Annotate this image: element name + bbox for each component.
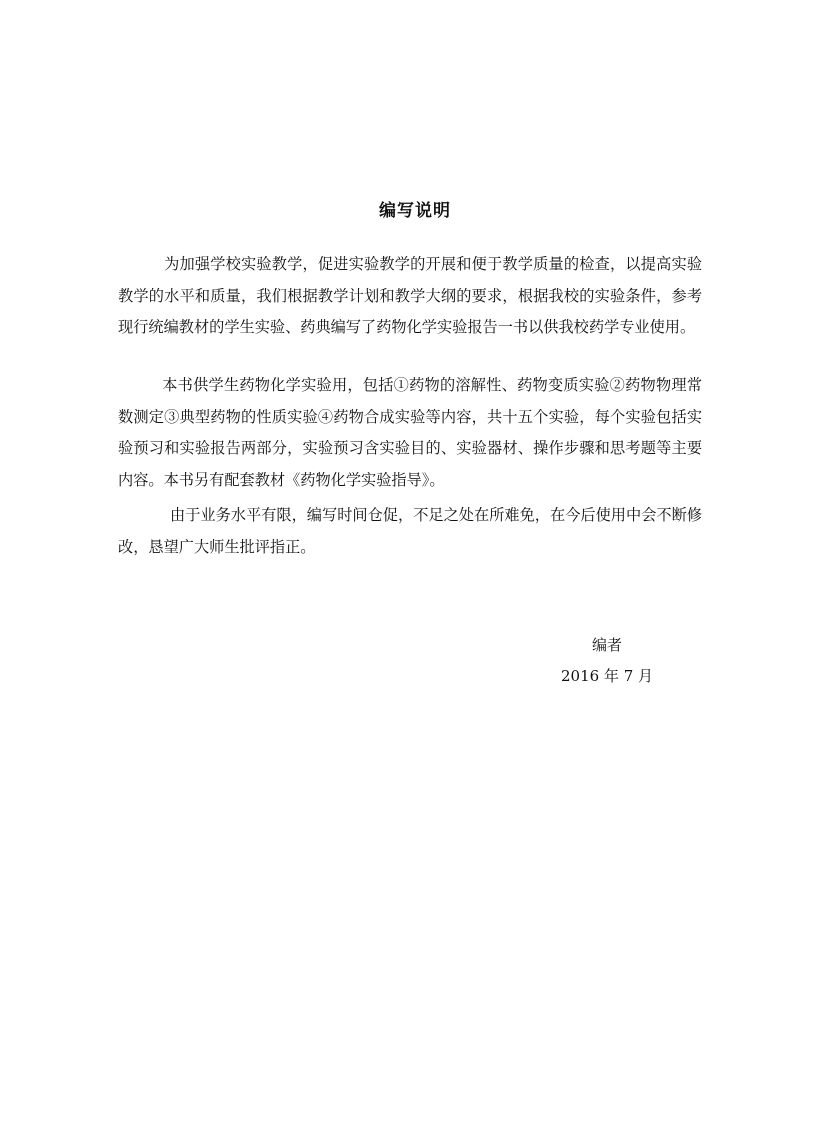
- signature-date: 2016 年 7 月: [561, 667, 654, 685]
- paragraph-purpose: [118, 249, 702, 344]
- paragraph-apology: [118, 500, 702, 563]
- paragraph-contents-text: 本书供学生药物化学实验用，包括①药物的溶解性、药物变质实验②药物物理常数测定③典型药物的性质实验④药物合成实验等内容，共十五个实验，每个实验包括实验预习和实验报告两部分，实验预习含实验目的、实验器材、操作步骤和思考题等主要内容。本书另有配套教材《药物化学实验指导》。: [118, 376, 702, 489]
- paragraph-purpose-text: 为加强学校实验教学，促进实验教学的开展和便于教学质量的检查，以提高实验教学的水平和质量，我们根据教学计划和教学大纲的要求，根据我校的实验条件，参考现行统编教材的学生实验、药典编写了药物化学实验报告一书以供我校药学专业使用。: [118, 255, 702, 336]
- document-title: 编写说明: [379, 201, 451, 221]
- paragraph-contents: [118, 370, 702, 496]
- signature-editor: 编者: [592, 636, 623, 654]
- paragraph-apology-text: 由于业务水平有限，编写时间仓促，不足之处在所难免，在今后使用中会不断修改，恳望广大师生批评指正。: [118, 506, 702, 556]
